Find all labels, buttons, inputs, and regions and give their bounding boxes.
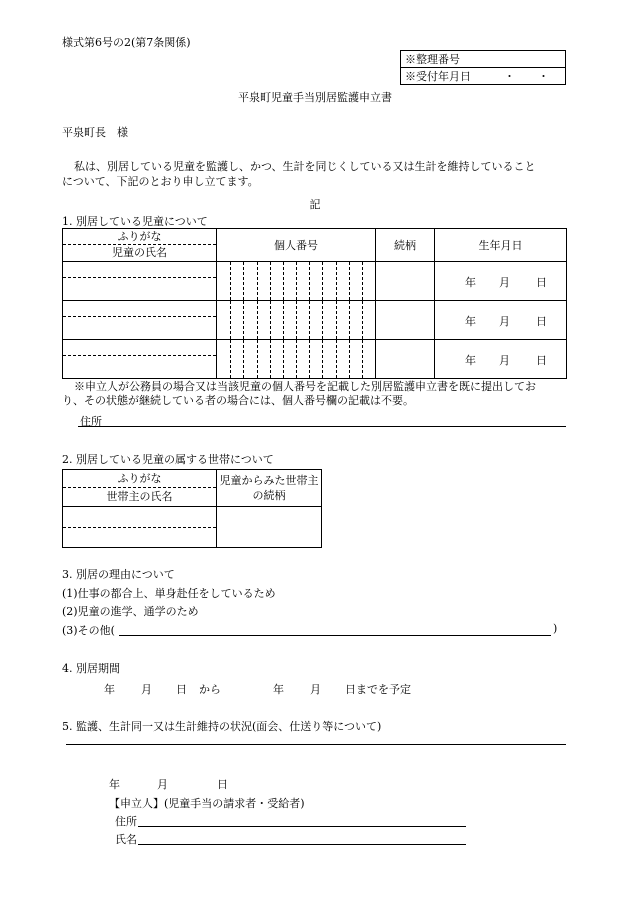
- header-mynumber: 個人番号: [217, 229, 376, 262]
- relation-field[interactable]: [376, 340, 435, 379]
- period-from-day: 日: [176, 683, 187, 696]
- mynumber-digit-divider: [322, 262, 323, 300]
- mynumber-digit-divider: [309, 301, 310, 339]
- mynumber-note-2: り、その状態が継続している者の場合には、個人番号欄の記載は不要。: [62, 394, 414, 407]
- relation-field[interactable]: [376, 301, 435, 340]
- mynumber-digit-divider: [296, 301, 297, 339]
- birthdate-field[interactable]: 年 月 日: [435, 301, 567, 340]
- intro-text-2: について、下記のとおり申し立てます。: [62, 175, 259, 188]
- applicant-name-label: 氏名: [115, 833, 137, 846]
- received-date-field[interactable]: ※受付年月日 ・ ・: [401, 68, 566, 85]
- mynumber-field[interactable]: [217, 340, 376, 379]
- table-row: [63, 507, 322, 548]
- mynumber-digit-divider: [309, 340, 310, 378]
- section4-heading: 4. 別居期間: [62, 662, 120, 675]
- birthdate-field[interactable]: 年 月 日: [435, 340, 567, 379]
- mynumber-digit-divider: [283, 262, 284, 300]
- mynumber-digit-divider: [336, 262, 337, 300]
- householder-relation-field[interactable]: [217, 507, 322, 548]
- mynumber-digit-divider: [349, 301, 350, 339]
- mynumber-field[interactable]: [217, 301, 376, 340]
- child-name-field[interactable]: [63, 262, 217, 301]
- mynumber-digit-divider: [296, 262, 297, 300]
- mynumber-digit-divider: [243, 340, 244, 378]
- ki-mark: 記: [309, 198, 321, 211]
- section1-heading: 1. 別居している児童について: [62, 215, 208, 228]
- mynumber-digit-divider: [283, 340, 284, 378]
- section3-heading: 3. 別居の理由について: [62, 568, 175, 581]
- household-table: [62, 469, 322, 548]
- mynumber-note-1: ※申立人が公務員の場合又は当該児童の個人番号を記載した別居監護申立書を既に提出してお: [74, 380, 536, 393]
- period-to-day: 日までを予定: [345, 683, 411, 696]
- applicant-address-field[interactable]: [138, 826, 466, 827]
- child-address-line[interactable]: [78, 426, 566, 427]
- mynumber-digit-divider: [270, 301, 271, 339]
- child-name-field[interactable]: [63, 301, 217, 340]
- mynumber-digit-divider: [230, 262, 231, 300]
- form-id: 様式第6号の2(第7条関係): [62, 36, 191, 49]
- sign-month: 月: [157, 778, 168, 791]
- mynumber-digit-divider: [243, 301, 244, 339]
- mynumber-digit-divider: [243, 262, 244, 300]
- children-table: [62, 228, 567, 379]
- addressee: 平泉町長 様: [62, 126, 128, 139]
- applicant-label: 【申立人】(児童手当の請求者・受給者): [109, 797, 305, 810]
- situation-field[interactable]: [66, 744, 566, 745]
- mynumber-digit-divider: [349, 340, 350, 378]
- mynumber-digit-divider: [336, 301, 337, 339]
- mynumber-digit-divider: [296, 340, 297, 378]
- mynumber-digit-divider: [362, 301, 363, 339]
- applicant-address-label: 住所: [115, 815, 137, 828]
- mynumber-digit-divider: [270, 340, 271, 378]
- mynumber-digit-divider: [362, 340, 363, 378]
- mynumber-digit-divider: [230, 301, 231, 339]
- reason-other-field[interactable]: [119, 635, 551, 636]
- birthdate-field[interactable]: 年 月 日: [435, 262, 567, 301]
- header-relation: 続柄: [376, 229, 435, 262]
- householder-name-field[interactable]: [63, 507, 217, 548]
- header-householder-name: ふりがな 世帯主の氏名: [63, 470, 217, 507]
- period-from-label: から: [199, 683, 221, 696]
- sign-year: 年: [109, 778, 120, 791]
- reason-option-3-close: ): [553, 622, 558, 635]
- relation-field[interactable]: [376, 262, 435, 301]
- mynumber-digit-divider: [257, 340, 258, 378]
- section5-heading: 5. 監護、生計同一又は生計維持の状況(面会、仕送り等について): [62, 720, 382, 733]
- table-row: [63, 301, 567, 340]
- period-from-year: 年: [104, 683, 115, 696]
- applicant-name-field[interactable]: [138, 844, 466, 845]
- mynumber-digit-divider: [257, 262, 258, 300]
- reason-option-2: (2)児童の進学、通学のため: [62, 605, 199, 618]
- intro-text-1: 私は、別居している児童を監護し、かつ、生計を同じくしている又は生計を維持していること: [74, 160, 536, 173]
- header-householder-relation: 児童からみた世帯主 の続柄: [217, 470, 322, 507]
- reason-option-3: (3)その他(: [62, 624, 115, 637]
- table-row: [63, 340, 567, 379]
- mynumber-digit-divider: [257, 301, 258, 339]
- section2-heading: 2. 別居している児童の属する世帯について: [62, 453, 274, 466]
- header-birthdate: 生年月日: [435, 229, 567, 262]
- mynumber-digit-divider: [309, 262, 310, 300]
- registration-number-field[interactable]: ※整理番号: [401, 51, 566, 68]
- period-to-year: 年: [273, 683, 284, 696]
- child-address-label: 住所: [80, 415, 102, 428]
- mynumber-digit-divider: [362, 262, 363, 300]
- sign-day: 日: [217, 778, 228, 791]
- office-use-box: [400, 50, 566, 85]
- mynumber-digit-divider: [336, 340, 337, 378]
- mynumber-digit-divider: [283, 301, 284, 339]
- period-from-month: 月: [141, 683, 152, 696]
- mynumber-digit-divider: [349, 262, 350, 300]
- table-row: [63, 262, 567, 301]
- mynumber-digit-divider: [230, 340, 231, 378]
- mynumber-digit-divider: [322, 301, 323, 339]
- received-date-label: ※受付年月日: [405, 70, 471, 83]
- reason-option-1: (1)仕事の都合上、単身赴任をしているため: [62, 587, 276, 600]
- header-child-name: ふりがな 児童の氏名: [63, 229, 217, 262]
- period-to-month: 月: [310, 683, 321, 696]
- child-name-field[interactable]: [63, 340, 217, 379]
- mynumber-digit-divider: [322, 340, 323, 378]
- mynumber-digit-divider: [270, 262, 271, 300]
- page-title: 平泉町児童手当別居監護申立書: [238, 91, 392, 104]
- mynumber-field[interactable]: [217, 262, 376, 301]
